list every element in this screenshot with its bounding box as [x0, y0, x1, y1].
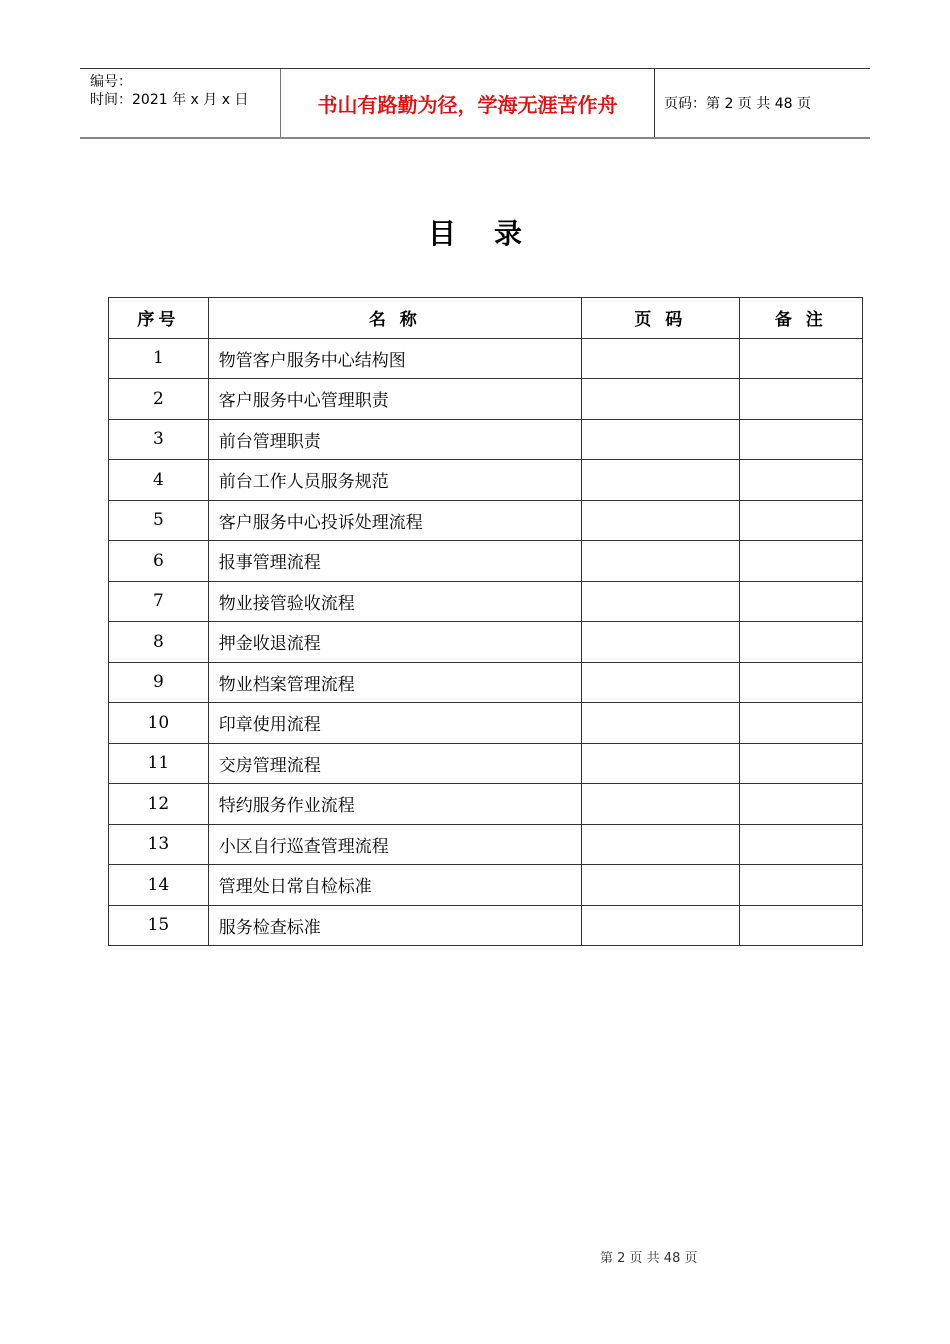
row-page: [581, 379, 739, 420]
row-note: [739, 379, 862, 420]
row-name: 物业接管验收流程: [208, 581, 581, 622]
row-name: 押金收退流程: [208, 622, 581, 663]
row-name: 客户服务中心投诉处理流程: [208, 500, 581, 541]
table-row: [109, 662, 863, 703]
row-number: 15: [109, 905, 209, 946]
row-number: 4: [109, 460, 209, 501]
time-label: 时间：2021 年 x 月 x 日: [90, 92, 249, 108]
number-label: 编号：: [90, 74, 132, 90]
row-note: [739, 500, 862, 541]
row-page: [581, 500, 739, 541]
row-page: [581, 784, 739, 825]
row-page: [581, 743, 739, 784]
table-header-row: [109, 298, 863, 339]
row-name: 客户服务中心管理职责: [208, 379, 581, 420]
row-name: 特约服务作业流程: [208, 784, 581, 825]
page-footer: 第 2 页 共 48 页: [600, 1251, 698, 1266]
row-page: [581, 703, 739, 744]
row-note: [739, 784, 862, 825]
row-name: 小区自行巡查管理流程: [208, 824, 581, 865]
col-header-note: 备 注: [739, 298, 862, 339]
row-number: 3: [109, 419, 209, 460]
row-note: [739, 581, 862, 622]
row-page: [581, 662, 739, 703]
toc-table: [108, 297, 863, 946]
row-page: [581, 905, 739, 946]
row-note: [739, 865, 862, 906]
table-row: [109, 703, 863, 744]
row-page: [581, 622, 739, 663]
table-row: [109, 905, 863, 946]
row-note: [739, 743, 862, 784]
row-number: 8: [109, 622, 209, 663]
table-row: [109, 784, 863, 825]
row-number: 1: [109, 338, 209, 379]
row-number: 7: [109, 581, 209, 622]
row-number: 10: [109, 703, 209, 744]
header-page-info: 页码：第 2 页 共 48 页: [664, 96, 811, 112]
table-row: [109, 419, 863, 460]
row-note: [739, 662, 862, 703]
row-note: [739, 460, 862, 501]
table-row: [109, 500, 863, 541]
col-header-page: 页 码: [581, 298, 739, 339]
table-row: [109, 338, 863, 379]
page-header: [80, 68, 870, 139]
table-row: [109, 865, 863, 906]
col-header-no: 序号: [109, 298, 209, 339]
row-name: 物业档案管理流程: [208, 662, 581, 703]
row-name: 管理处日常自检标准: [208, 865, 581, 906]
row-page: [581, 419, 739, 460]
header-meta: [80, 69, 281, 137]
row-page: [581, 541, 739, 582]
row-note: [739, 824, 862, 865]
row-page: [581, 865, 739, 906]
row-number: 11: [109, 743, 209, 784]
row-note: [739, 338, 862, 379]
row-name: 服务检查标准: [208, 905, 581, 946]
row-name: 报事管理流程: [208, 541, 581, 582]
header-motto: 书山有路勤为径，学海无涯苦作舟: [281, 69, 655, 137]
row-number: 5: [109, 500, 209, 541]
row-note: [739, 703, 862, 744]
table-row: [109, 460, 863, 501]
row-page: [581, 824, 739, 865]
row-number: 6: [109, 541, 209, 582]
table-row: [109, 824, 863, 865]
table-row: [109, 581, 863, 622]
row-number: 9: [109, 662, 209, 703]
row-number: 14: [109, 865, 209, 906]
row-page: [581, 581, 739, 622]
table-row: [109, 379, 863, 420]
col-header-name: 名 称: [208, 298, 581, 339]
row-name: 物管客户服务中心结构图: [208, 338, 581, 379]
row-page: [581, 460, 739, 501]
row-note: [739, 905, 862, 946]
table-row: [109, 622, 863, 663]
page-title: 目录: [427, 217, 560, 250]
row-number: 2: [109, 379, 209, 420]
row-note: [739, 622, 862, 663]
row-note: [739, 541, 862, 582]
table-row: [109, 743, 863, 784]
row-number: 13: [109, 824, 209, 865]
row-page: [581, 338, 739, 379]
row-name: 前台工作人员服务规范: [208, 460, 581, 501]
row-name: 前台管理职责: [208, 419, 581, 460]
row-name: 印章使用流程: [208, 703, 581, 744]
table-row: [109, 541, 863, 582]
row-name: 交房管理流程: [208, 743, 581, 784]
row-number: 12: [109, 784, 209, 825]
row-note: [739, 419, 862, 460]
